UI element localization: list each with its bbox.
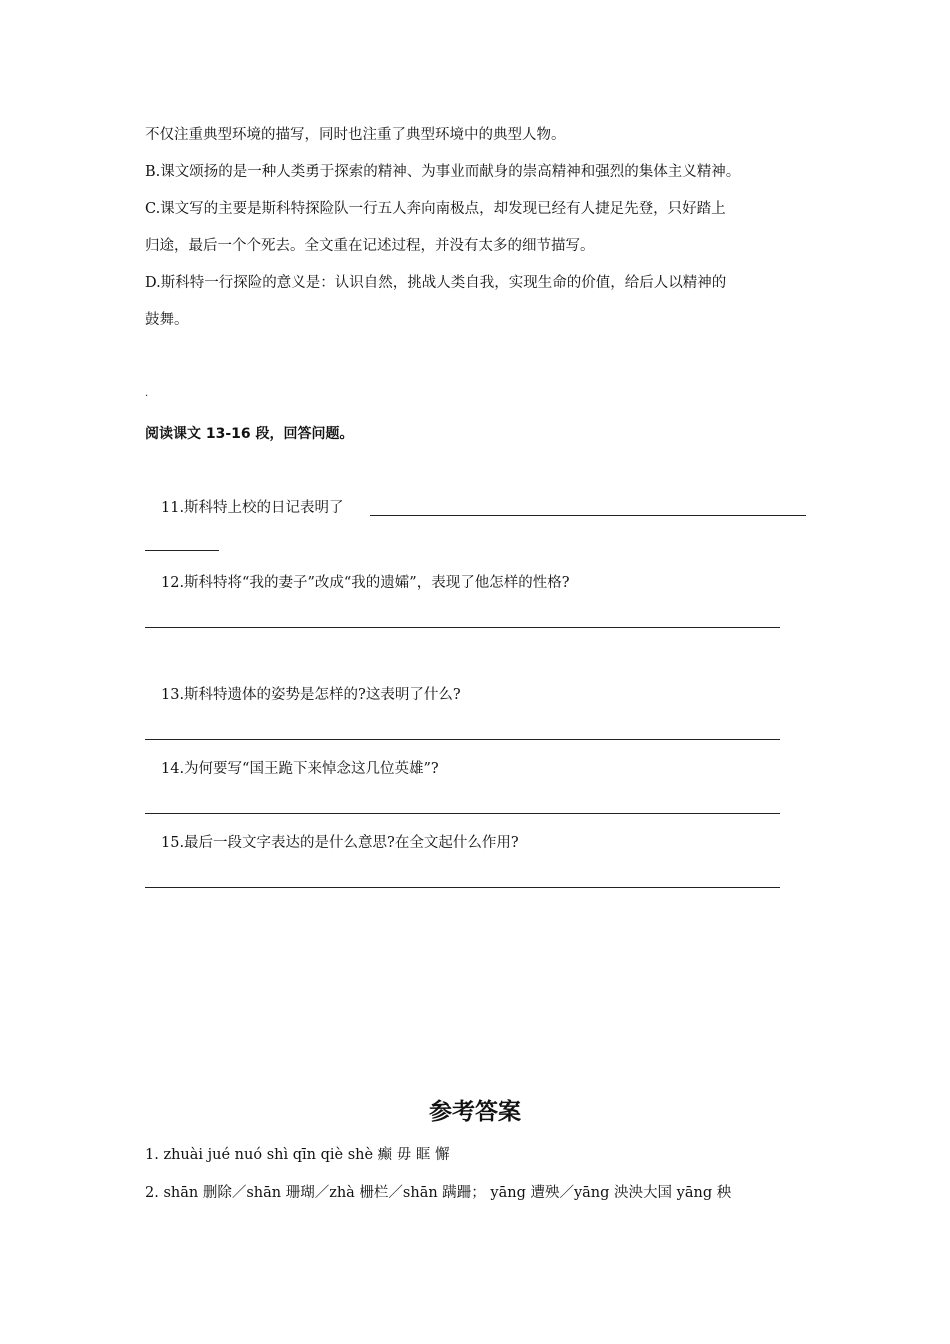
option-b: B.课文颂扬的是一种人类勇于探索的精神、为事业而献身的崇高精神和强烈的集体主义精神。 bbox=[145, 164, 741, 180]
answer-1: 1. zhuài jué nuó shì qīn qiè shè 癫 毋 眶 懈 bbox=[145, 1147, 450, 1163]
answer-line-13[interactable] bbox=[145, 739, 780, 740]
question-15: 15.最后一段文字表达的是什么意思?在全文起什么作用? bbox=[161, 835, 519, 851]
question-12: 12.斯科特将“我的妻子”改成“我的遗孀”，表现了他怎样的性格? bbox=[161, 575, 570, 591]
answer-2: 2. shān 删除／shān 珊瑚／zhà 栅栏／shān 蹒跚； yāng 遭殃／yāng 泱泱大国 yāng 秧 bbox=[145, 1185, 732, 1201]
answer-line-11b[interactable] bbox=[145, 550, 219, 551]
option-c-line-2: 归途，最后一个个死去。全文重在记述过程，并没有太多的细节描写。 bbox=[145, 238, 595, 254]
option-d-line-2: 鼓舞。 bbox=[145, 312, 189, 328]
answer-line-11a[interactable] bbox=[370, 515, 806, 516]
question-11: 11.斯科特上校的日记表明了 bbox=[161, 500, 344, 516]
separator-dot: . bbox=[145, 388, 149, 399]
answers-title: 参考答案 bbox=[429, 1099, 521, 1125]
section-instruction: 阅读课文 13-16 段，回答问题。 bbox=[145, 426, 354, 442]
answer-line-15[interactable] bbox=[145, 887, 780, 888]
answer-line-14[interactable] bbox=[145, 813, 780, 814]
question-13: 13.斯科特遗体的姿势是怎样的?这表明了什么? bbox=[161, 687, 461, 703]
option-d-line-1: D.斯科特一行探险的意义是：认识自然，挑战人类自我，实现生命的价值，给后人以精神的 bbox=[145, 275, 727, 291]
question-14: 14.为何要写“国王跪下来悼念这几位英雄”? bbox=[161, 761, 439, 777]
option-c-line-1: C.课文写的主要是斯科特探险队一行五人奔向南极点，却发现已经有人捷足先登，只好踏上 bbox=[145, 201, 726, 217]
answer-line-12[interactable] bbox=[145, 627, 780, 628]
passage-line-1: 不仅注重典型环境的描写，同时也注重了典型环境中的典型人物。 bbox=[145, 127, 566, 143]
